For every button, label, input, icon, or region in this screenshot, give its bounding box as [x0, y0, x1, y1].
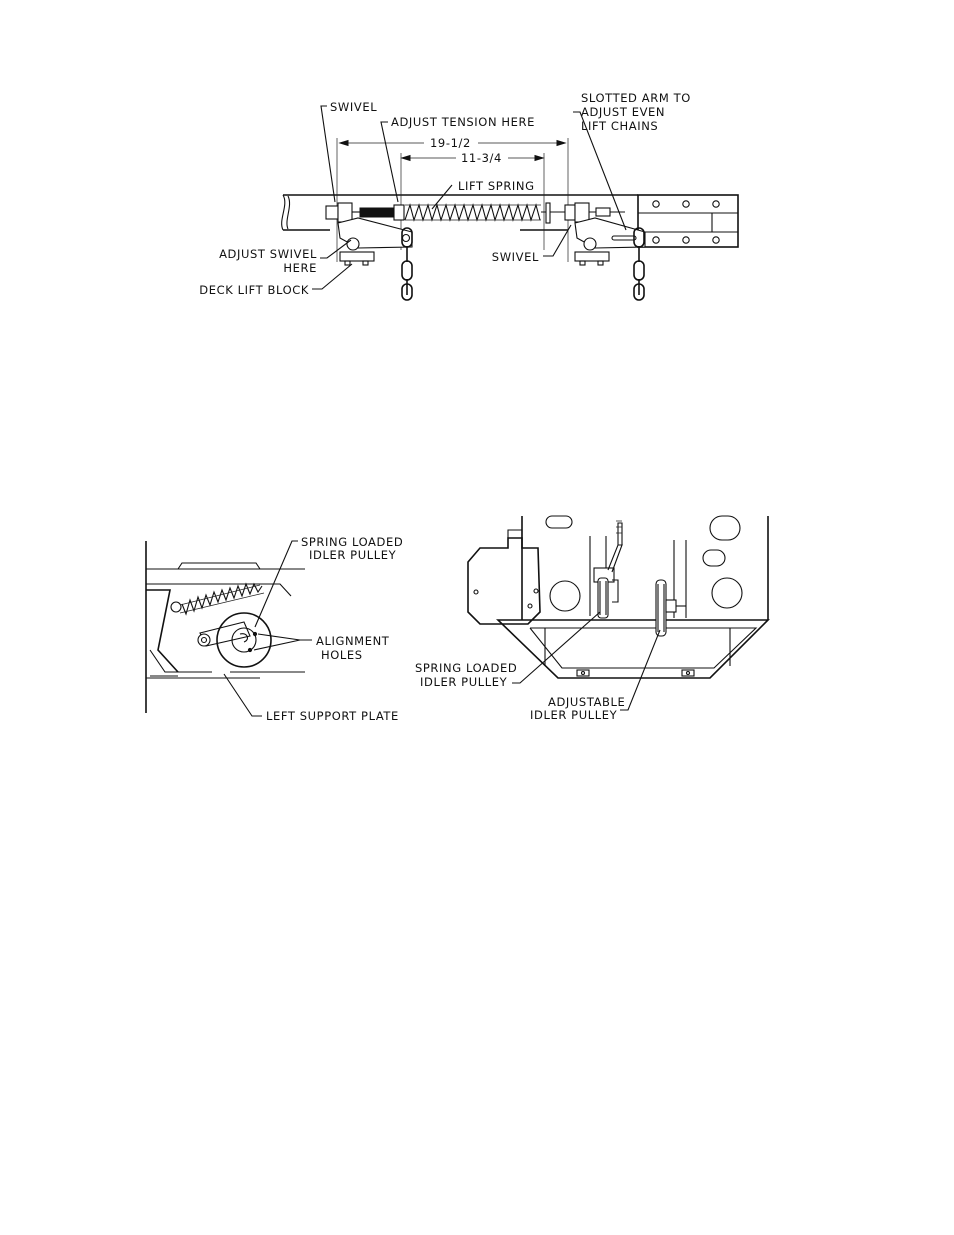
label-left-support-plate: LEFT SUPPORT PLATE [266, 709, 399, 723]
left-swivel-nut [326, 206, 338, 219]
alignment-hole-1 [253, 632, 256, 635]
label-slotted-arm-line3: LIFT CHAINS [581, 119, 659, 133]
gearbox [468, 538, 540, 624]
alignment-hole-2 [248, 648, 251, 651]
lift-spring-assembly-diagram [199, 91, 738, 300]
label-spring-loaded-deck-line1: SPRING LOADED [415, 661, 518, 675]
deck-pulley-diagram [415, 516, 768, 722]
label-dimension-outer: 19-1/2 [430, 136, 471, 150]
label-dimension-inner: 11-3/4 [461, 151, 502, 165]
label-slotted-arm-line2: ADJUST EVEN [581, 105, 666, 119]
label-adjust-swivel-line1: ADJUST SWIVEL [219, 247, 317, 261]
deck-lift-block-right [575, 252, 609, 261]
tube-break-line [282, 195, 285, 230]
deck-housing [498, 620, 768, 678]
label-alignment-line1: ALIGNMENT [316, 634, 390, 648]
label-adjust-swivel-line2: HERE [283, 261, 317, 275]
label-spring-loaded-line2: IDLER PULLEY [309, 548, 397, 562]
label-lift-spring: LIFT SPRING [458, 179, 535, 193]
threaded-rod [360, 208, 394, 217]
left-support-plate-diagram [146, 535, 403, 723]
right-swivel-nut [565, 205, 575, 220]
label-adjust-tension: ADJUST TENSION HERE [391, 115, 535, 129]
label-alignment-line2: HOLES [321, 648, 363, 662]
label-spring-loaded-line1: SPRING LOADED [301, 535, 404, 549]
left-arm-pivot [347, 238, 359, 250]
tension-adjust-nut [394, 205, 404, 220]
label-slotted-arm-line1: SLOTTED ARM TO [581, 91, 691, 105]
deck-lift-block-left [340, 252, 374, 261]
label-spring-loaded-deck-line2: IDLER PULLEY [420, 675, 508, 689]
label-deck-lift-block: DECK LIFT BLOCK [199, 283, 309, 297]
label-swivel-right: SWIVEL [491, 250, 539, 264]
label-swivel-left: SWIVEL [330, 100, 378, 114]
left-swivel [338, 203, 352, 222]
label-adjustable-line1: ADJUSTABLE [548, 695, 626, 709]
right-swivel [575, 203, 589, 222]
label-adjustable-line2: IDLER PULLEY [530, 708, 618, 722]
